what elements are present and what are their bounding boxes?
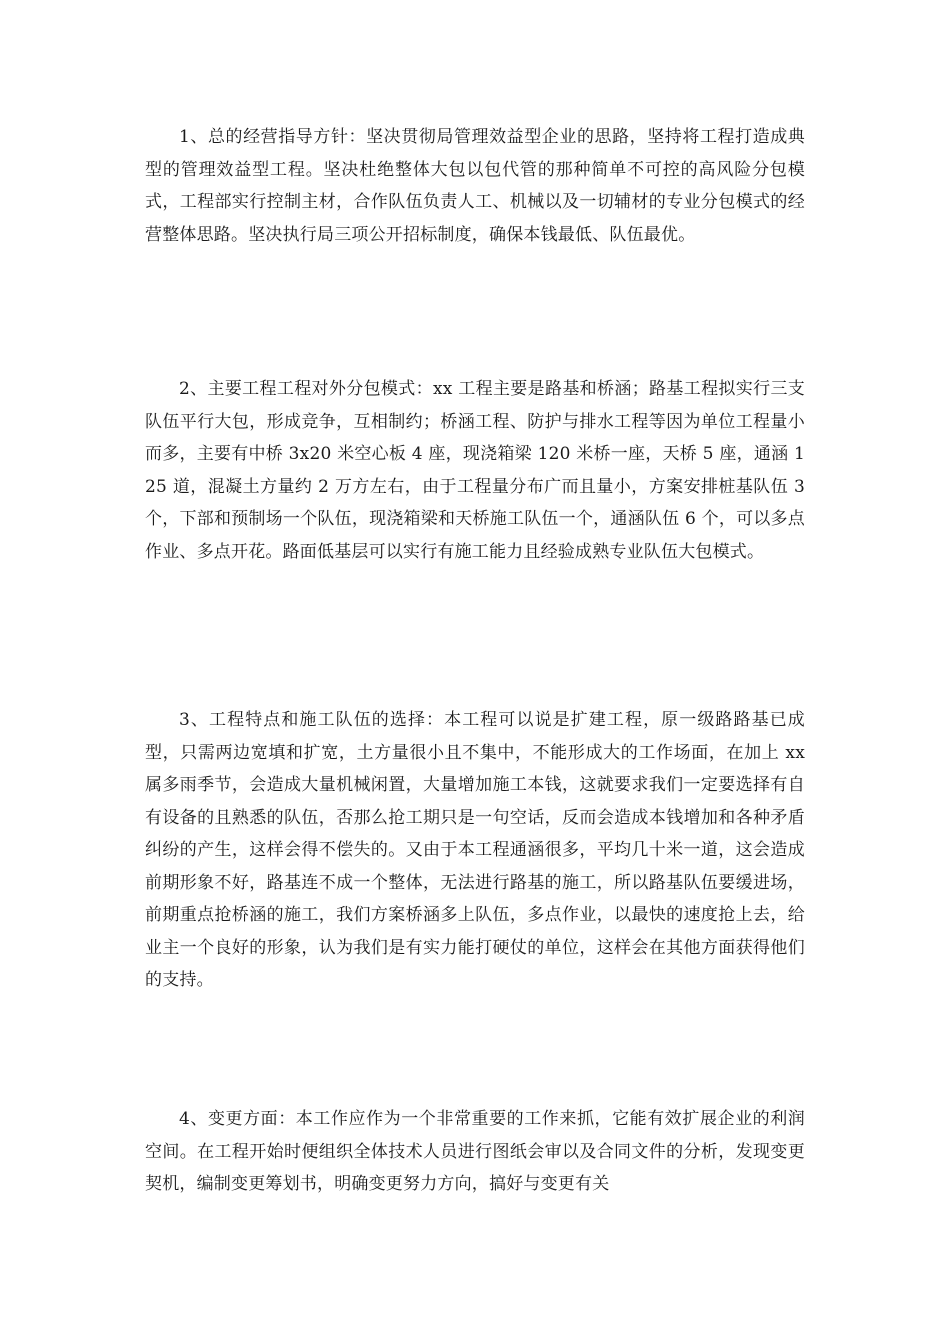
paragraph-3: 3、工程特点和施工队伍的选择：本工程可以说是扩建工程，原一级路路基已成型，只需两边宽填和扩宽，土方量很小且不集中，不能形成大的工作场面，在加上 xx 属多雨季节，会造成大量机械闲置，大量增加施工本钱，这就要求我们一定要选择有自有设备的且熟悉的队伍，否那么抢工期只是一句空话，反而会造成本钱增加和各种矛盾纠纷的产生，这样会得不偿失的。又由于本工程通涵很多，平均几十米一道，这会造成前期形象不好，路基连不成一个整体，无法进行路基的施工，所以路基队伍要缓进场，前期重点抢桥涵的施工，我们方案桥涵多上队伍，多点作业，以最快的速度抢上去，给业主一个良好的形象，认为我们是有实力能打硬仗的单位，这样会在其他方面获得他们的支持。: [145, 710, 811, 990]
paragraph-1: 1、总的经营指导方针：坚决贯彻局管理效益型企业的思路，坚持将工程打造成典型的管理效益型工程。坚决杜绝整体大包以包代管的那种简单不可控的高风险分包模式，工程部实行控制主材，合作队伍负责人工、机械以及一切辅材的专业分包模式的经营整体思路。坚决执行局三项公开招标制度，确保本钱最低、队伍最优。: [145, 127, 805, 245]
paragraph-2: 2、主要工程工程对外分包模式：xx 工程主要是路基和桥涵；路基工程拟实行三支队伍平行大包，形成竞争，互相制约；桥涵工程、防护与排水工程等因为单位工程量小而多，主要有中桥 3x20 米空心板 4 座，现浇箱梁 120 米桥一座，天桥 5 座，通涵 125 道，混凝土方量约 2 万方左右，由于工程量分布广而且量小，方案安排桩基队伍 3 个，下部和预制场一个队伍，现浇箱梁和天桥施工队伍一个，通涵队伍 6 个，可以多点作业、多点开花。路面低基层可以实行有施工能力且经验成熟专业队伍大包模式。: [145, 379, 811, 562]
paragraph-4: 4、变更方面：本工作应作为一个非常重要的工作来抓，它能有效扩展企业的利润空间。在工程开始时便组织全体技术人员进行图纸会审以及合同文件的分析，发现变更契机，编制变更筹划书，明确变更努力方向，搞好与变更有关: [145, 1109, 805, 1194]
